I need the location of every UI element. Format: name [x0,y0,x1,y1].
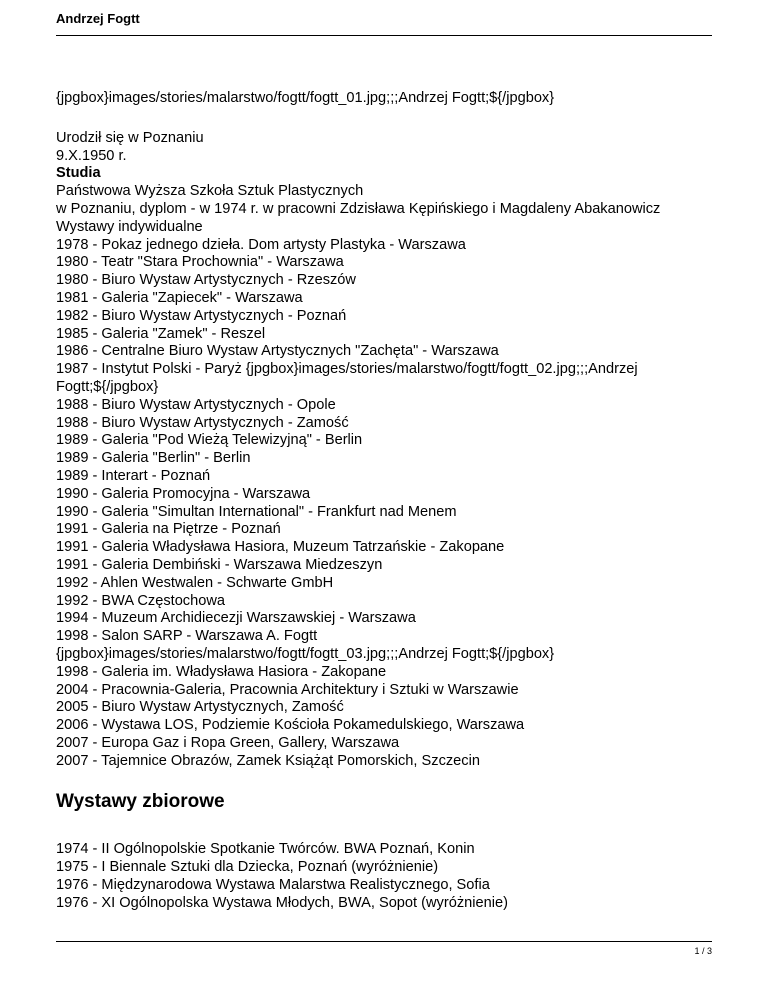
group-exhibition-item: 1974 - II Ogólnopolskie Spotkanie Twórców. BWA Poznań, Konin [56,841,475,858]
exhibition-item: 1986 - Centralne Biuro Wystaw Artystycznych "Zachęta" - Warszawa [56,343,499,360]
birth-date-text: 9.X.1950 r. [56,147,127,164]
header-divider [56,35,712,36]
exhibition-item: 1980 - Biuro Wystaw Artystycznych - Rzeszów [56,272,356,289]
document-body [56,90,716,913]
exhibition-item: 1992 - BWA Częstochowa [56,592,225,609]
exhibition-item: 1998 - Salon SARP - Warszawa A. Fogtt [56,628,318,645]
paragraph-spacer [56,108,716,130]
group-exhibition-item: 1975 - I Biennale Sztuki dla Dziecka, Poznań (wyróżnienie) [56,859,439,876]
exhibition-item: 1991 - Galeria na Piętrze - Poznań [56,521,281,538]
exhibition-item: 1987 - Instytut Polski - Paryż {jpgbox}images/stories/malarstwo/fogtt/fogtt_02.jpg;;;Andrzej Fogtt;${/jpgbox} [56,361,638,395]
jpgbox-tag: {jpgbox}images/stories/malarstwo/fogtt/fogtt_01.jpg;;;Andrzej Fogtt;${/jpgbox} [56,90,555,106]
group-exhibition-item: 1976 - Międzynarodowa Wystawa Malarstwa Realistycznego, Sofia [56,877,490,894]
page-number: 1 / 3 [694,946,712,956]
exhibition-item: 1981 - Galeria "Zapiecek" - Warszawa [56,289,303,306]
exhibition-item: 1988 - Biuro Wystaw Artystycznych - Zamość [56,414,349,431]
exhibition-item: 1994 - Muzeum Archidiecezji Warszawskiej - Warszawa [56,610,416,627]
exhibition-item: 1982 - Biuro Wystaw Artystycznych - Poznań [56,307,347,324]
exhibition-item: 1998 - Galeria im. Władysława Hasiora - Zakopane [56,663,387,680]
exhibition-item: 1980 - Teatr "Stara Prochownia" - Warszawa [56,254,344,271]
exhibition-item: 1992 - Ahlen Westwalen - Schwarte GmbH [56,574,334,591]
exhibition-item: 2007 - Europa Gaz i Ropa Green, Gallery, Warszawa [56,734,400,751]
exhibition-item: 1991 - Galeria Władysława Hasiora, Muzeum Tatrzańskie - Zakopane [56,539,505,556]
diploma-text: w Poznaniu, dyplom - w 1974 r. w pracowni Zdzisława Kępińskiego i Magdaleny Abakanowicz [56,200,661,217]
school-name: Państwowa Wyższa Szkoła Sztuk Plastycznych [56,183,364,200]
individual-exhibitions-heading: Wystawy indywidualne [56,218,203,235]
exhibition-item: 2006 - Wystawa LOS, Podziemie Kościoła Pokamedulskiego, Warszawa [56,717,525,734]
exhibition-item: 1990 - Galeria Promocyjna - Warszawa [56,485,311,502]
exhibition-item: 2005 - Biuro Wystaw Artystycznych, Zamość [56,699,344,716]
exhibition-item: 1978 - Pokaz jednego dzieła. Dom artysty Plastyka - Warszawa [56,236,466,253]
exhibition-item: 1991 - Galeria Dembiński - Warszawa Miedzeszyn [56,556,383,573]
exhibition-item: 1989 - Galeria "Pod Wieżą Telewizyjną" - Berlin [56,432,363,449]
exhibition-item: 2004 - Pracownia-Galeria, Pracownia Architektury i Sztuki w Warszawie [56,681,519,698]
birthplace-text: Urodził się w Poznaniu [56,129,204,146]
exhibition-item: 1988 - Biuro Wystaw Artystycznych - Opole [56,396,336,413]
group-exhibition-item: 1976 - XI Ogólnopolska Wystawa Młodych, BWA, Sopot (wyróżnienie) [56,894,508,911]
footer-divider [56,941,712,942]
exhibition-item: 1989 - Interart - Poznań [56,467,211,484]
group-exhibitions-heading: Wystawy zbiorowe [56,791,225,813]
document-header-title: Andrzej Fogtt [56,11,140,26]
studies-heading: Studia [56,165,101,182]
exhibition-item: 1985 - Galeria "Zamek" - Reszel [56,325,266,342]
exhibition-item: 1990 - Galeria "Simultan International" - Frankfurt nad Menem [56,503,457,520]
exhibition-item: 1989 - Galeria "Berlin" - Berlin [56,450,251,467]
exhibition-item: 2007 - Tajemnice Obrazów, Zamek Książąt Pomorskich, Szczecin [56,752,480,769]
jpgbox-tag: {jpgbox}images/stories/malarstwo/fogtt/fogtt_03.jpg;;;Andrzej Fogtt;${/jpgbox} [56,645,555,662]
